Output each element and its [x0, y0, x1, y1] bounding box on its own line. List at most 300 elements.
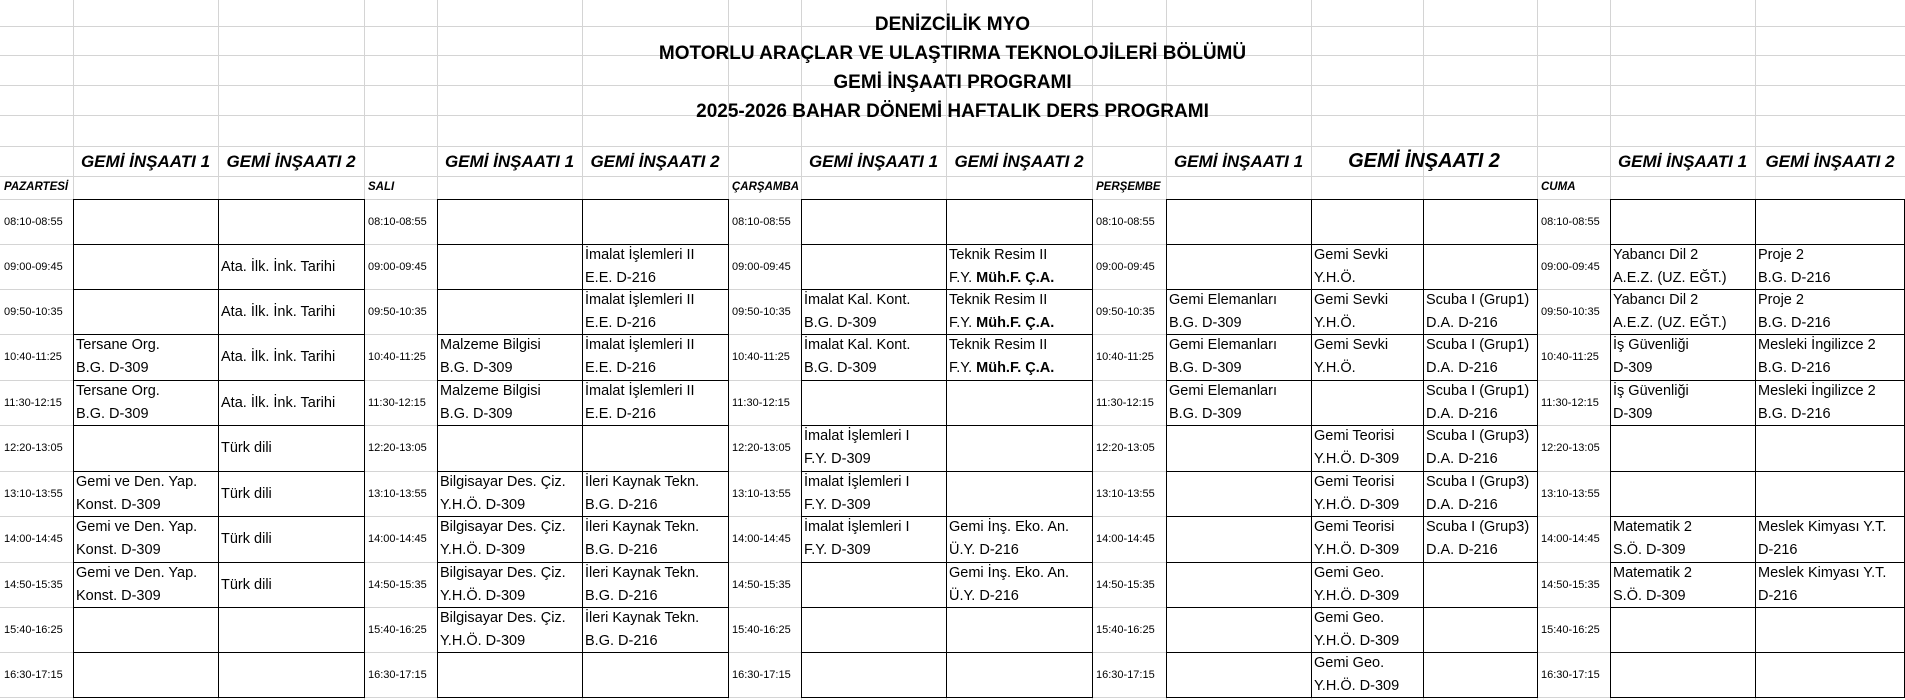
course-details	[585, 630, 726, 653]
class-entry[interactable]	[76, 562, 216, 608]
block-border-row	[801, 652, 1092, 653]
time-slot-label: 11:30-12:15	[1096, 396, 1154, 409]
class-entry[interactable]	[76, 334, 216, 380]
course-name: Türk dili	[221, 440, 272, 456]
class-entry[interactable]	[1169, 334, 1309, 380]
time-slot-label: 15:40-16:25	[368, 623, 427, 636]
class-entry[interactable]	[1758, 380, 1903, 426]
course-name: Malzeme Bilgisi	[440, 337, 541, 353]
time-slot-label: 12:20-13:05	[4, 442, 63, 454]
instructor-room: Y.H.Ö. D-309	[1314, 542, 1400, 558]
course-details	[1314, 312, 1421, 335]
instructor-room: B.G. D-309	[440, 360, 513, 376]
course-name: İş Güvenliği	[1613, 383, 1689, 399]
course-details	[1314, 585, 1421, 608]
time-slot-label: 09:50-10:35	[4, 305, 63, 318]
instructor-room: S.Ö. D-309	[1613, 588, 1686, 604]
course-name: Türk dili	[221, 576, 272, 593]
course-details	[1314, 539, 1421, 562]
course-name: İmalat İşlemleri II	[585, 383, 695, 399]
instructor-room: B.G. D-216	[1758, 315, 1831, 331]
class-entry[interactable]	[1758, 562, 1903, 608]
course-name: Gemi Sevki	[1314, 247, 1389, 263]
course-name: Scuba I (Grup3)	[1426, 519, 1530, 535]
class-entry[interactable]	[76, 471, 216, 517]
group-header-1: GEMİ İNŞAATI 1	[1617, 152, 1748, 171]
course-details	[585, 494, 726, 517]
instructor-room: B.G. D-216	[585, 542, 658, 558]
time-slot-label: 16:30-17:15	[732, 668, 791, 681]
class-entry[interactable]	[585, 607, 726, 653]
instructor-room: Y.H.Ö. D-309	[1314, 588, 1400, 604]
time-slot-label: 15:40-16:25	[732, 623, 791, 636]
course-details	[1758, 585, 1903, 608]
course-name: Gemi Elemanları	[1169, 383, 1277, 399]
instructor-room: B.G. D-309	[1169, 360, 1242, 376]
time-slot-label: 09:00-09:45	[732, 260, 791, 273]
block-border-vertical	[1755, 199, 1756, 698]
class-entry[interactable]	[1314, 652, 1421, 698]
time-slot-label: 13:10-13:55	[4, 487, 63, 500]
class-entry[interactable]	[1314, 607, 1421, 653]
time-slot-label: 09:50-10:35	[732, 305, 791, 318]
class-entry[interactable]	[440, 516, 580, 562]
time-slot-label: 14:00-14:45	[732, 533, 791, 545]
class-entry[interactable]	[76, 516, 216, 562]
class-entry[interactable]	[221, 528, 362, 551]
instructor-room: D-309	[1613, 360, 1653, 376]
course-name: İleri Kaynak Tekn.	[585, 519, 700, 535]
class-entry[interactable]	[1613, 244, 1753, 290]
course-details	[76, 585, 216, 608]
instructor-room: D.A. D-216	[1426, 451, 1498, 467]
course-name: İleri Kaynak Tekn.	[585, 474, 700, 490]
time-slot-label: 09:50-10:35	[1541, 305, 1600, 318]
course-details	[1314, 630, 1421, 653]
class-entry[interactable]	[1613, 380, 1753, 426]
course-details	[1426, 448, 1535, 471]
instructor-room: B.G. D-216	[585, 588, 658, 604]
class-entry[interactable]	[440, 380, 580, 426]
time-slot-label: 14:00-14:45	[368, 533, 427, 545]
course-name: İş Güvenliği	[1613, 337, 1689, 353]
location-bold: Müh.F. Ç.A.	[976, 270, 1055, 286]
class-entry[interactable]	[949, 562, 1090, 608]
course-details	[1613, 357, 1753, 380]
course-details	[1314, 675, 1421, 698]
block-border-vertical	[437, 199, 438, 698]
course-details	[1426, 403, 1535, 426]
course-details	[949, 585, 1090, 608]
instructor-room: B.G. D-309	[804, 315, 877, 331]
class-entry[interactable]	[1169, 289, 1309, 335]
class-entry[interactable]	[1314, 562, 1421, 608]
instructor-room: A.E.Z. (UZ. EĞT.)	[1613, 315, 1727, 331]
class-entry[interactable]	[804, 334, 944, 380]
class-entry[interactable]	[440, 471, 580, 517]
instructor-room: D.A. D-216	[1426, 406, 1498, 422]
class-entry[interactable]	[949, 334, 1090, 380]
class-entry[interactable]	[1169, 380, 1309, 426]
time-slot-label: 10:40-11:25	[4, 351, 62, 363]
class-entry[interactable]	[1426, 425, 1535, 471]
course-name: Gemi Teorisi	[1314, 428, 1395, 444]
course-details	[1758, 357, 1903, 380]
time-slot-label: 08:10-08:55	[1541, 215, 1600, 228]
course-name: Bilgisayar Des. Çiz.	[440, 610, 566, 626]
course-details	[1426, 312, 1535, 335]
course-name: Meslek Kimyası Y.T.	[1758, 565, 1887, 581]
course-name: Scuba I (Grup3)	[1426, 474, 1530, 490]
instructor-room: Y.H.Ö.	[1314, 270, 1356, 286]
instructor-room: Y.H.Ö. D-309	[440, 588, 526, 604]
time-slot-label: 15:40-16:25	[1541, 623, 1600, 636]
course-details	[1613, 539, 1753, 562]
instructor-room: B.G. D-309	[76, 360, 149, 376]
gridline-horizontal	[0, 146, 1905, 147]
course-name: İmalat Kal. Kont.	[804, 292, 911, 308]
group-header-1: GEMİ İNŞAATI 1	[444, 152, 575, 171]
class-entry[interactable]	[221, 392, 362, 415]
course-details	[804, 494, 944, 517]
course-name: Mesleki İngilizce 2	[1758, 383, 1876, 399]
course-details	[804, 539, 944, 562]
course-name: Gemi İnş. Eko. An.	[949, 565, 1070, 581]
block-border-vertical	[1166, 199, 1167, 698]
time-slot-label: 16:30-17:15	[1096, 668, 1155, 681]
course-name: Tersane Org.	[76, 337, 160, 353]
class-entry[interactable]	[1426, 380, 1535, 426]
course-name: Bilgisayar Des. Çiz.	[440, 474, 566, 490]
class-entry[interactable]	[949, 516, 1090, 562]
time-slot-label: 13:10-13:55	[732, 487, 791, 500]
class-entry[interactable]	[1426, 334, 1535, 380]
course-name: Scuba I (Grup3)	[1426, 428, 1530, 444]
course-details	[804, 312, 944, 335]
group-header-1: GEMİ İNŞAATI 1	[808, 152, 939, 171]
class-entry[interactable]	[1758, 289, 1903, 335]
class-entry[interactable]	[585, 289, 726, 335]
class-entry[interactable]	[1426, 471, 1535, 517]
day-label-0: PAZARTESİ	[4, 181, 69, 193]
instructor-room: D-216	[1758, 588, 1798, 604]
location-bold: Müh.F. Ç.A.	[976, 315, 1055, 331]
course-details	[949, 357, 1090, 380]
class-entry[interactable]	[804, 516, 944, 562]
time-slot-label: 16:30-17:15	[1541, 668, 1600, 681]
course-name: Gemi Teorisi	[1314, 474, 1395, 490]
time-slot-label: 09:00-09:45	[1096, 260, 1155, 273]
course-details	[1613, 312, 1753, 335]
course-name: Ata. İlk. İnk. Tarihi	[221, 258, 336, 275]
gridline-horizontal	[0, 176, 1905, 177]
block-border-vertical	[946, 199, 947, 698]
time-slot-label: 14:00-14:45	[1541, 533, 1600, 545]
class-entry[interactable]	[1426, 516, 1535, 562]
course-name: Ata. İlk. İnk. Tarihi	[221, 303, 336, 320]
title-line-department: MOTORLU ARAÇLAR VE ULAŞTIRMA TEKNOLOJİLERİ BÖLÜMÜ	[658, 43, 1247, 64]
course-name: Yabancı Dil 2	[1613, 247, 1699, 263]
instructor-room: B.G. D-216	[585, 497, 658, 513]
time-slot-label: 14:50-15:35	[4, 578, 63, 591]
class-entry[interactable]	[76, 380, 216, 426]
time-slot-label: 12:20-13:05	[1096, 442, 1155, 454]
time-slot-label: 13:10-13:55	[368, 487, 427, 500]
day-label-2: ÇARŞAMBA	[732, 181, 800, 193]
group-header-1: GEMİ İNŞAATI 1	[80, 152, 211, 171]
time-slot-label: 13:10-13:55	[1096, 487, 1155, 500]
class-entry[interactable]	[221, 437, 362, 460]
course-details	[76, 403, 216, 426]
course-name: Teknik Resim II	[949, 292, 1048, 308]
time-slot-label: 09:50-10:35	[368, 305, 427, 318]
course-details	[949, 267, 1090, 290]
class-entry[interactable]	[440, 562, 580, 608]
instructor-room: D.A. D-216	[1426, 497, 1498, 513]
course-details	[585, 539, 726, 562]
instructor-room: B.G. D-216	[1758, 270, 1831, 286]
block-border-top	[1166, 199, 1537, 200]
course-name: Malzeme Bilgisi	[440, 383, 541, 399]
group-header-2: GEMİ İNŞAATI 2	[1765, 152, 1895, 171]
block-border-vertical	[1537, 199, 1538, 698]
instructor-room: Konst. D-309	[76, 497, 161, 513]
course-name: Gemi Sevki	[1314, 337, 1389, 353]
class-entry[interactable]	[804, 289, 944, 335]
course-name: Türk dili	[221, 485, 272, 502]
day-label-4: CUMA	[1541, 181, 1576, 193]
course-details	[1169, 403, 1309, 426]
class-entry[interactable]	[1613, 334, 1753, 380]
instructor-room: Y.H.Ö. D-309	[440, 633, 526, 649]
instructor-room: Y.H.Ö. D-309	[1314, 497, 1400, 513]
course-details	[1758, 539, 1903, 562]
class-entry[interactable]	[1613, 562, 1753, 608]
block-border-vertical	[73, 199, 74, 698]
course-name: Gemi ve Den. Yap.	[76, 519, 198, 535]
time-slot-label: 10:40-11:25	[1541, 351, 1599, 363]
time-slot-label: 12:20-13:05	[1541, 442, 1600, 454]
class-entry[interactable]	[221, 574, 362, 597]
class-entry[interactable]	[221, 301, 362, 324]
class-entry[interactable]	[1613, 289, 1753, 335]
class-entry[interactable]	[585, 244, 726, 290]
class-entry[interactable]	[1314, 244, 1421, 290]
block-border-vertical	[364, 199, 365, 698]
instructor-room: E.E. D-216	[585, 360, 656, 376]
time-slot-label: 14:50-15:35	[1096, 578, 1155, 591]
course-name: Matematik 2	[1613, 565, 1692, 581]
class-entry[interactable]	[585, 562, 726, 608]
class-entry[interactable]	[221, 483, 362, 506]
course-name: Teknik Resim II	[949, 337, 1048, 353]
class-entry[interactable]	[1314, 334, 1421, 380]
course-details	[585, 585, 726, 608]
time-slot-label: 14:50-15:35	[732, 578, 791, 591]
course-name: Tersane Org.	[76, 383, 160, 399]
course-details	[1169, 312, 1309, 335]
block-border-top	[1610, 199, 1905, 200]
class-entry[interactable]	[1314, 471, 1421, 517]
course-details	[804, 357, 944, 380]
time-slot-label: 15:40-16:25	[4, 623, 63, 636]
time-slot-label: 16:30-17:15	[368, 668, 427, 681]
course-details	[949, 539, 1090, 562]
block-border-bottom	[1610, 697, 1905, 698]
class-entry[interactable]	[585, 334, 726, 380]
course-details	[585, 312, 726, 335]
course-details	[585, 403, 726, 426]
course-name: Proje 2	[1758, 247, 1804, 263]
course-name: İmalat İşlemleri I	[804, 519, 910, 535]
course-details	[440, 539, 580, 562]
class-entry[interactable]	[804, 471, 944, 517]
instructor-room: Y.H.Ö.	[1314, 360, 1356, 376]
course-details	[1758, 312, 1903, 335]
course-name: Teknik Resim II	[949, 247, 1048, 263]
course-name: Gemi Geo.	[1314, 610, 1385, 626]
block-border-vertical	[1423, 199, 1424, 698]
course-name: İmalat İşlemleri II	[585, 292, 695, 308]
instructor-room: Ü.Y. D-216	[949, 588, 1019, 604]
instructor-room: B.G. D-309	[76, 406, 149, 422]
course-details	[440, 585, 580, 608]
course-name: İmalat İşlemleri I	[804, 428, 910, 444]
class-entry[interactable]	[585, 471, 726, 517]
instructor-room: Y.H.Ö. D-309	[440, 497, 526, 513]
course-name: Scuba I (Grup1)	[1426, 292, 1530, 308]
day-label-1: SALI	[368, 181, 395, 193]
course-name: Bilgisayar Des. Çiz.	[440, 565, 566, 581]
class-entry[interactable]	[1314, 289, 1421, 335]
course-details	[1613, 267, 1753, 290]
instructor-room: Ü.Y. D-216	[949, 542, 1019, 558]
class-entry[interactable]	[1613, 516, 1753, 562]
course-name: Gemi Sevki	[1314, 292, 1389, 308]
block-border-row	[73, 289, 364, 290]
course-name: İmalat İşlemleri II	[585, 247, 695, 263]
course-name: İmalat Kal. Kont.	[804, 337, 911, 353]
course-name: Gemi Geo.	[1314, 655, 1385, 671]
course-details	[1758, 403, 1903, 426]
instructor-room: E.E. D-216	[585, 270, 656, 286]
course-name: Ata. İlk. İnk. Tarihi	[221, 394, 336, 411]
instructor-room: Konst. D-309	[76, 588, 161, 604]
time-slot-label: 08:10-08:55	[732, 215, 791, 228]
instructor-room: B.G. D-216	[1758, 406, 1831, 422]
instructor-room: B.G. D-216	[585, 633, 658, 649]
course-details	[1169, 357, 1309, 380]
time-slot-label: 16:30-17:15	[4, 668, 63, 681]
course-name: Gemi Elemanları	[1169, 292, 1277, 308]
block-border-vertical	[801, 199, 802, 698]
class-entry[interactable]	[1314, 425, 1421, 471]
group-header-2: GEMİ İNŞAATI 2	[1348, 150, 1500, 172]
course-name: İleri Kaynak Tekn.	[585, 565, 700, 581]
course-details	[440, 357, 580, 380]
class-entry[interactable]	[1758, 516, 1903, 562]
day-label-3: PERŞEMBE	[1096, 181, 1161, 193]
instructor-room: D-309	[1613, 406, 1653, 422]
instructor-room: D.A. D-216	[1426, 542, 1498, 558]
course-details	[1613, 585, 1753, 608]
course-details	[949, 312, 1090, 335]
course-name: Bilgisayar Des. Çiz.	[440, 519, 566, 535]
time-slot-label: 08:10-08:55	[1096, 215, 1155, 228]
class-entry[interactable]	[221, 256, 362, 279]
title-line-program: GEMİ İNŞAATI PROGRAMI	[833, 72, 1072, 93]
class-entry[interactable]	[1314, 516, 1421, 562]
course-details	[440, 403, 580, 426]
course-name: Gemi ve Den. Yap.	[76, 474, 198, 490]
instructor-room: Y.H.Ö. D-309	[1314, 451, 1400, 467]
time-slot-label: 14:00-14:45	[4, 533, 63, 545]
course-details	[1426, 357, 1535, 380]
time-slot-label: 10:40-11:25	[732, 351, 790, 363]
class-entry[interactable]	[440, 334, 580, 380]
class-entry[interactable]	[949, 244, 1090, 290]
instructor-room: F.Y.	[949, 270, 973, 286]
course-details	[804, 448, 944, 471]
class-entry[interactable]	[585, 516, 726, 562]
block-border-row	[1610, 652, 1905, 653]
block-border-row	[73, 652, 364, 653]
time-slot-label: 14:00-14:45	[1096, 533, 1155, 545]
course-details	[585, 267, 726, 290]
course-name: Proje 2	[1758, 292, 1804, 308]
course-name: Gemi Elemanları	[1169, 337, 1277, 353]
block-border-vertical	[1092, 199, 1093, 698]
time-slot-label: 14:50-15:35	[368, 578, 427, 591]
course-name: Meslek Kimyası Y.T.	[1758, 519, 1887, 535]
time-slot-label: 09:00-09:45	[368, 260, 427, 273]
instructor-room: E.E. D-216	[585, 315, 656, 331]
block-border-vertical	[1311, 199, 1312, 698]
time-slot-label: 11:30-12:15	[732, 396, 790, 409]
class-entry[interactable]	[585, 380, 726, 426]
group-header-2: GEMİ İNŞAATI 2	[954, 152, 1084, 171]
class-entry[interactable]	[1426, 289, 1535, 335]
time-slot-label: 08:10-08:55	[4, 215, 63, 228]
course-details	[1613, 403, 1753, 426]
course-details	[1314, 494, 1421, 517]
time-slot-label: 12:20-13:05	[732, 442, 791, 454]
title-line-term: 2025-2026 BAHAR DÖNEMİ HAFTALIK DERS PROGRAMI	[696, 101, 1209, 122]
time-slot-label: 08:10-08:55	[368, 215, 427, 228]
class-entry[interactable]	[440, 607, 580, 653]
instructor-room: B.G. D-309	[804, 360, 877, 376]
course-name: Türk dili	[221, 531, 272, 547]
instructor-room: A.E.Z. (UZ. EĞT.)	[1613, 270, 1727, 286]
course-name: Scuba I (Grup1)	[1426, 383, 1530, 399]
class-entry[interactable]	[1758, 334, 1903, 380]
course-details	[76, 357, 216, 380]
course-details	[585, 357, 726, 380]
time-slot-label: 13:10-13:55	[1541, 487, 1600, 500]
instructor-room: B.G. D-216	[1758, 360, 1831, 376]
course-details	[1314, 267, 1421, 290]
class-entry[interactable]	[221, 346, 362, 369]
instructor-room: F.Y. D-309	[804, 542, 871, 558]
instructor-room: Y.H.Ö. D-309	[1314, 678, 1400, 694]
class-entry[interactable]	[804, 425, 944, 471]
block-border-row	[73, 244, 364, 245]
class-entry[interactable]	[1758, 244, 1903, 290]
block-border-row	[801, 380, 1092, 381]
time-slot-label: 11:30-12:15	[368, 396, 426, 409]
class-entry[interactable]	[949, 289, 1090, 335]
course-name: Gemi ve Den. Yap.	[76, 565, 198, 581]
